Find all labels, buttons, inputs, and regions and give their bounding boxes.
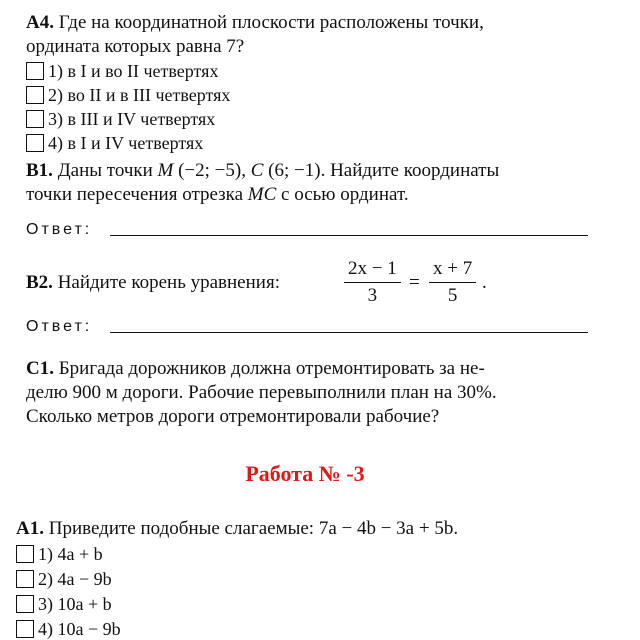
b2-right-numerator: x + 7 — [433, 258, 473, 279]
b2-left-numerator: 2x − 1 — [348, 258, 397, 279]
a1-option-2[interactable] — [16, 568, 112, 590]
a4-option-4[interactable] — [26, 132, 203, 154]
b2-equals: = — [409, 272, 420, 293]
c1-number: С1. — [26, 358, 54, 379]
b2-right-denominator: 5 — [447, 285, 458, 306]
fraction-bar — [344, 282, 401, 283]
b2-text: Найдите корень уравнения: — [57, 272, 280, 293]
a1-number: А1. — [16, 518, 44, 539]
a1-option-4[interactable] — [16, 618, 121, 640]
checkbox-icon[interactable] — [16, 595, 34, 613]
b2-period: . — [482, 272, 487, 293]
a4-option-1-label: 1) в I и во II четвертях — [48, 61, 219, 81]
a1-option-4-label: 4) 10a − 9b — [38, 619, 121, 639]
c1-line3: Сколько метров дороги отремонтировали рабочие? — [26, 406, 440, 427]
b1-line1 — [26, 160, 499, 182]
a1-text: Приведите подобные слагаемые: 7a − 4b − 3a + 5b. — [48, 518, 459, 539]
b1-text-a: Даны точки — [57, 160, 158, 181]
b1-answer-field[interactable] — [110, 235, 588, 236]
b2-left-fraction — [344, 258, 401, 307]
a4-question-line1 — [26, 12, 484, 34]
b2-line — [26, 272, 280, 294]
a4-option-2-label: 2) во II и в III четвертях — [48, 85, 231, 105]
b1-point-m: M — [157, 160, 174, 181]
b1-line2 — [26, 184, 409, 206]
checkbox-icon[interactable] — [26, 110, 44, 128]
b1-line2-b: с осью ординат. — [276, 184, 409, 205]
a4-number: А4. — [26, 12, 54, 33]
a1-line — [16, 518, 458, 540]
checkbox-icon[interactable] — [26, 86, 44, 104]
b1-m-coords: (−2; −5), — [173, 160, 251, 181]
checkbox-icon[interactable] — [26, 62, 44, 80]
b1-c-coords: (6; −1). Найдите координаты — [263, 160, 500, 181]
b2-answer-label: Ответ: — [26, 318, 93, 335]
fraction-bar — [429, 282, 476, 283]
b1-segment-mc: MC — [247, 184, 277, 205]
a4-option-1[interactable] — [26, 60, 218, 82]
b2-right-fraction — [429, 258, 476, 307]
b2-answer-field[interactable] — [110, 332, 588, 333]
a4-question-text-1: Где на координатной плоскости расположены точки, — [58, 12, 484, 33]
a1-option-1-label: 1) 4a + b — [38, 544, 103, 564]
b2-left-denominator: 3 — [367, 285, 378, 306]
a1-option-1[interactable] — [16, 543, 103, 565]
c1-text-1: Бригада дорожников должна отремонтировать за не- — [58, 358, 485, 379]
b1-answer-label: Ответ: — [26, 221, 93, 238]
c1-line1 — [26, 358, 485, 380]
c1-line2: делю 900 м дороги. Рабочие перевыполнили план на 30%. — [26, 382, 497, 403]
a1-option-2-label: 2) 4a − 9b — [38, 569, 112, 589]
b1-number: В1. — [26, 160, 53, 181]
checkbox-icon[interactable] — [16, 620, 34, 638]
checkbox-icon[interactable] — [16, 570, 34, 588]
b2-number: В2. — [26, 272, 53, 293]
checkbox-icon[interactable] — [26, 134, 44, 152]
b1-point-c: C — [250, 160, 264, 181]
a1-option-3-label: 3) 10a + b — [38, 594, 112, 614]
checkbox-icon[interactable] — [16, 545, 34, 563]
work-title: Работа № -3 — [245, 461, 365, 486]
b1-line2-a: точки пересечения отрезка — [26, 184, 248, 205]
a4-option-2[interactable] — [26, 84, 230, 106]
a1-option-3[interactable] — [16, 593, 112, 615]
a4-option-4-label: 4) в I и IV четвертях — [48, 133, 204, 153]
a4-option-3-label: 3) в III и IV четвертях — [48, 109, 216, 129]
a4-question-line2: ордината которых равна 7? — [26, 36, 245, 57]
a4-option-3[interactable] — [26, 108, 215, 130]
